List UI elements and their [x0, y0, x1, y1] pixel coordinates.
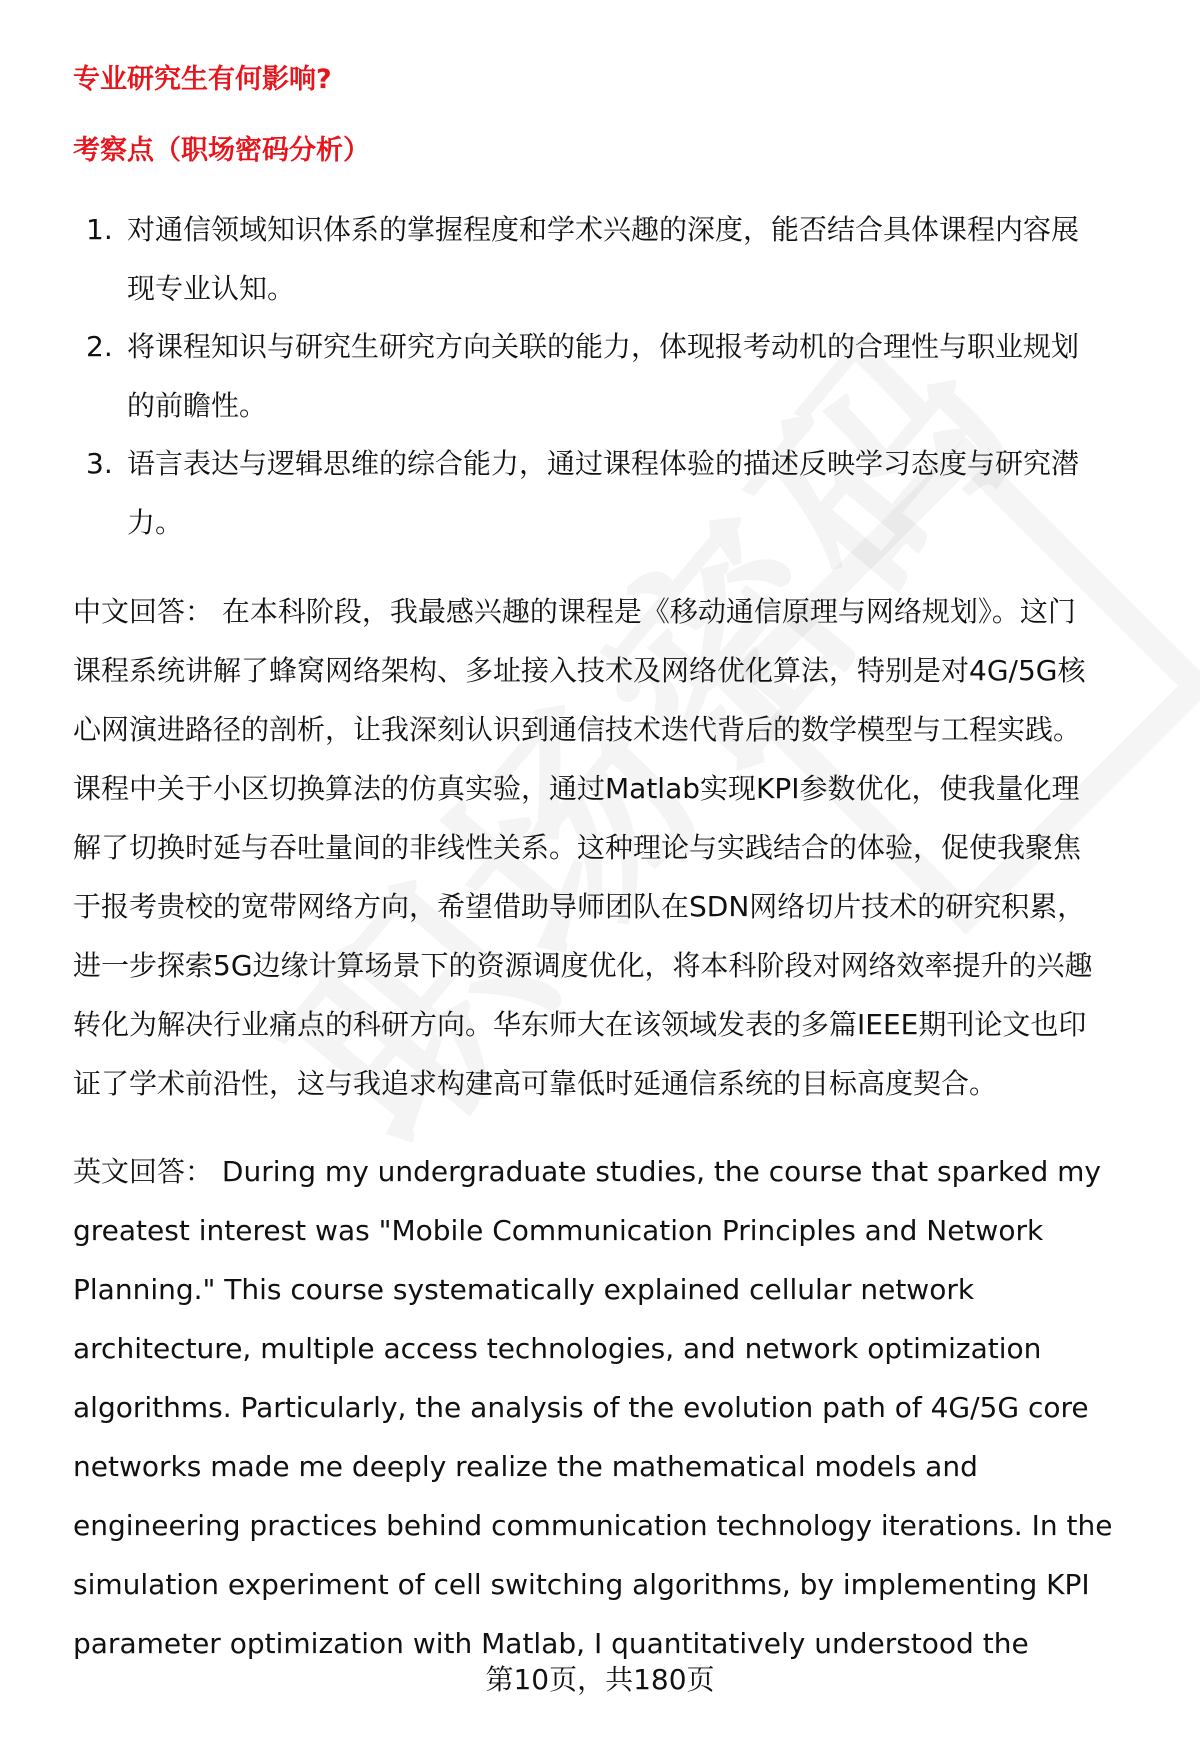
- english-answer-line: 英文回答： During my undergraduate studies, the course that sparked my: [73, 1155, 1101, 1188]
- chinese-answer-line: 证了学术前沿性，这与我追求构建高可靠低时延通信系统的目标高度契合。: [73, 1067, 998, 1100]
- chinese-answer-line: 中文回答： 在本科阶段，我最感兴趣的课程是《移动通信原理与网络规划》。这门: [73, 595, 1076, 628]
- chinese-answer-line: 解了切换时延与吞吐量间的非线性关系。这种理论与实践结合的体验，促使我聚焦: [73, 831, 1082, 864]
- chinese-answer-line: 课程中关于小区切换算法的仿真实验，通过Matlab实现KPI参数优化，使我量化理: [73, 772, 1080, 805]
- list-item-text-line: 力。: [127, 506, 184, 539]
- question-heading: 专业研究生有何影响?: [73, 64, 332, 95]
- english-answer-line: greatest interest was "Mobile Communication Principles and Network: [73, 1214, 1044, 1247]
- english-answer-line: engineering practices behind communication technology iterations. In the: [73, 1509, 1113, 1542]
- english-answer-line: simulation experiment of cell switching algorithms, by implementing KPI: [73, 1568, 1090, 1601]
- list-item-number: 1.: [86, 213, 113, 246]
- list-item-text-line: 将课程知识与研究生研究方向关联的能力，体现报考动机的合理性与职业规划: [127, 330, 1080, 363]
- list-item-text-line: 的前瞻性。: [127, 389, 268, 422]
- english-answer-line: parameter optimization with Matlab, I quantitatively understood the: [73, 1627, 1029, 1660]
- english-answer-line: architecture, multiple access technologies, and network optimization: [73, 1332, 1042, 1365]
- english-answer-line: networks made me deeply realize the mathematical models and: [73, 1450, 978, 1483]
- list-item-text-line: 对通信领域知识体系的掌握程度和学术兴趣的深度，能否结合具体课程内容展: [127, 213, 1080, 246]
- english-answer-line: Planning." This course systematically explained cellular network: [73, 1273, 975, 1306]
- chinese-answer-line: 进一步探索5G边缘计算场景下的资源调度优化，将本科阶段对网络效率提升的兴趣: [73, 949, 1093, 982]
- chinese-answer-line: 心网演进路径的剖析，让我深刻认识到通信技术迭代背后的数学模型与工程实践。: [73, 713, 1082, 746]
- list-item-text-line: 语言表达与逻辑思维的综合能力，通过课程体验的描述反映学习态度与研究潜: [127, 447, 1080, 480]
- english-answer-line: algorithms. Particularly, the analysis of the evolution path of 4G/5G core: [73, 1391, 1089, 1424]
- page-number: 第10页，共180页: [485, 1663, 715, 1696]
- chinese-answer-line: 课程系统讲解了蜂窝网络架构、多址接入技术及网络优化算法，特别是对4G/5G核: [73, 654, 1086, 687]
- list-item-number: 2.: [86, 330, 113, 363]
- analysis-heading: 考察点（职场密码分析）: [73, 135, 370, 166]
- list-item-text-line: 现专业认知。: [127, 272, 296, 305]
- chinese-answer-line: 转化为解决行业痛点的科研方向。华东师大在该领域发表的多篇IEEE期刊论文也印: [73, 1008, 1087, 1041]
- chinese-answer-line: 于报考贵校的宽带网络方向，希望借助导师团队在SDN网络切片技术的研究积累，: [73, 890, 1086, 923]
- list-item-number: 3.: [86, 447, 113, 480]
